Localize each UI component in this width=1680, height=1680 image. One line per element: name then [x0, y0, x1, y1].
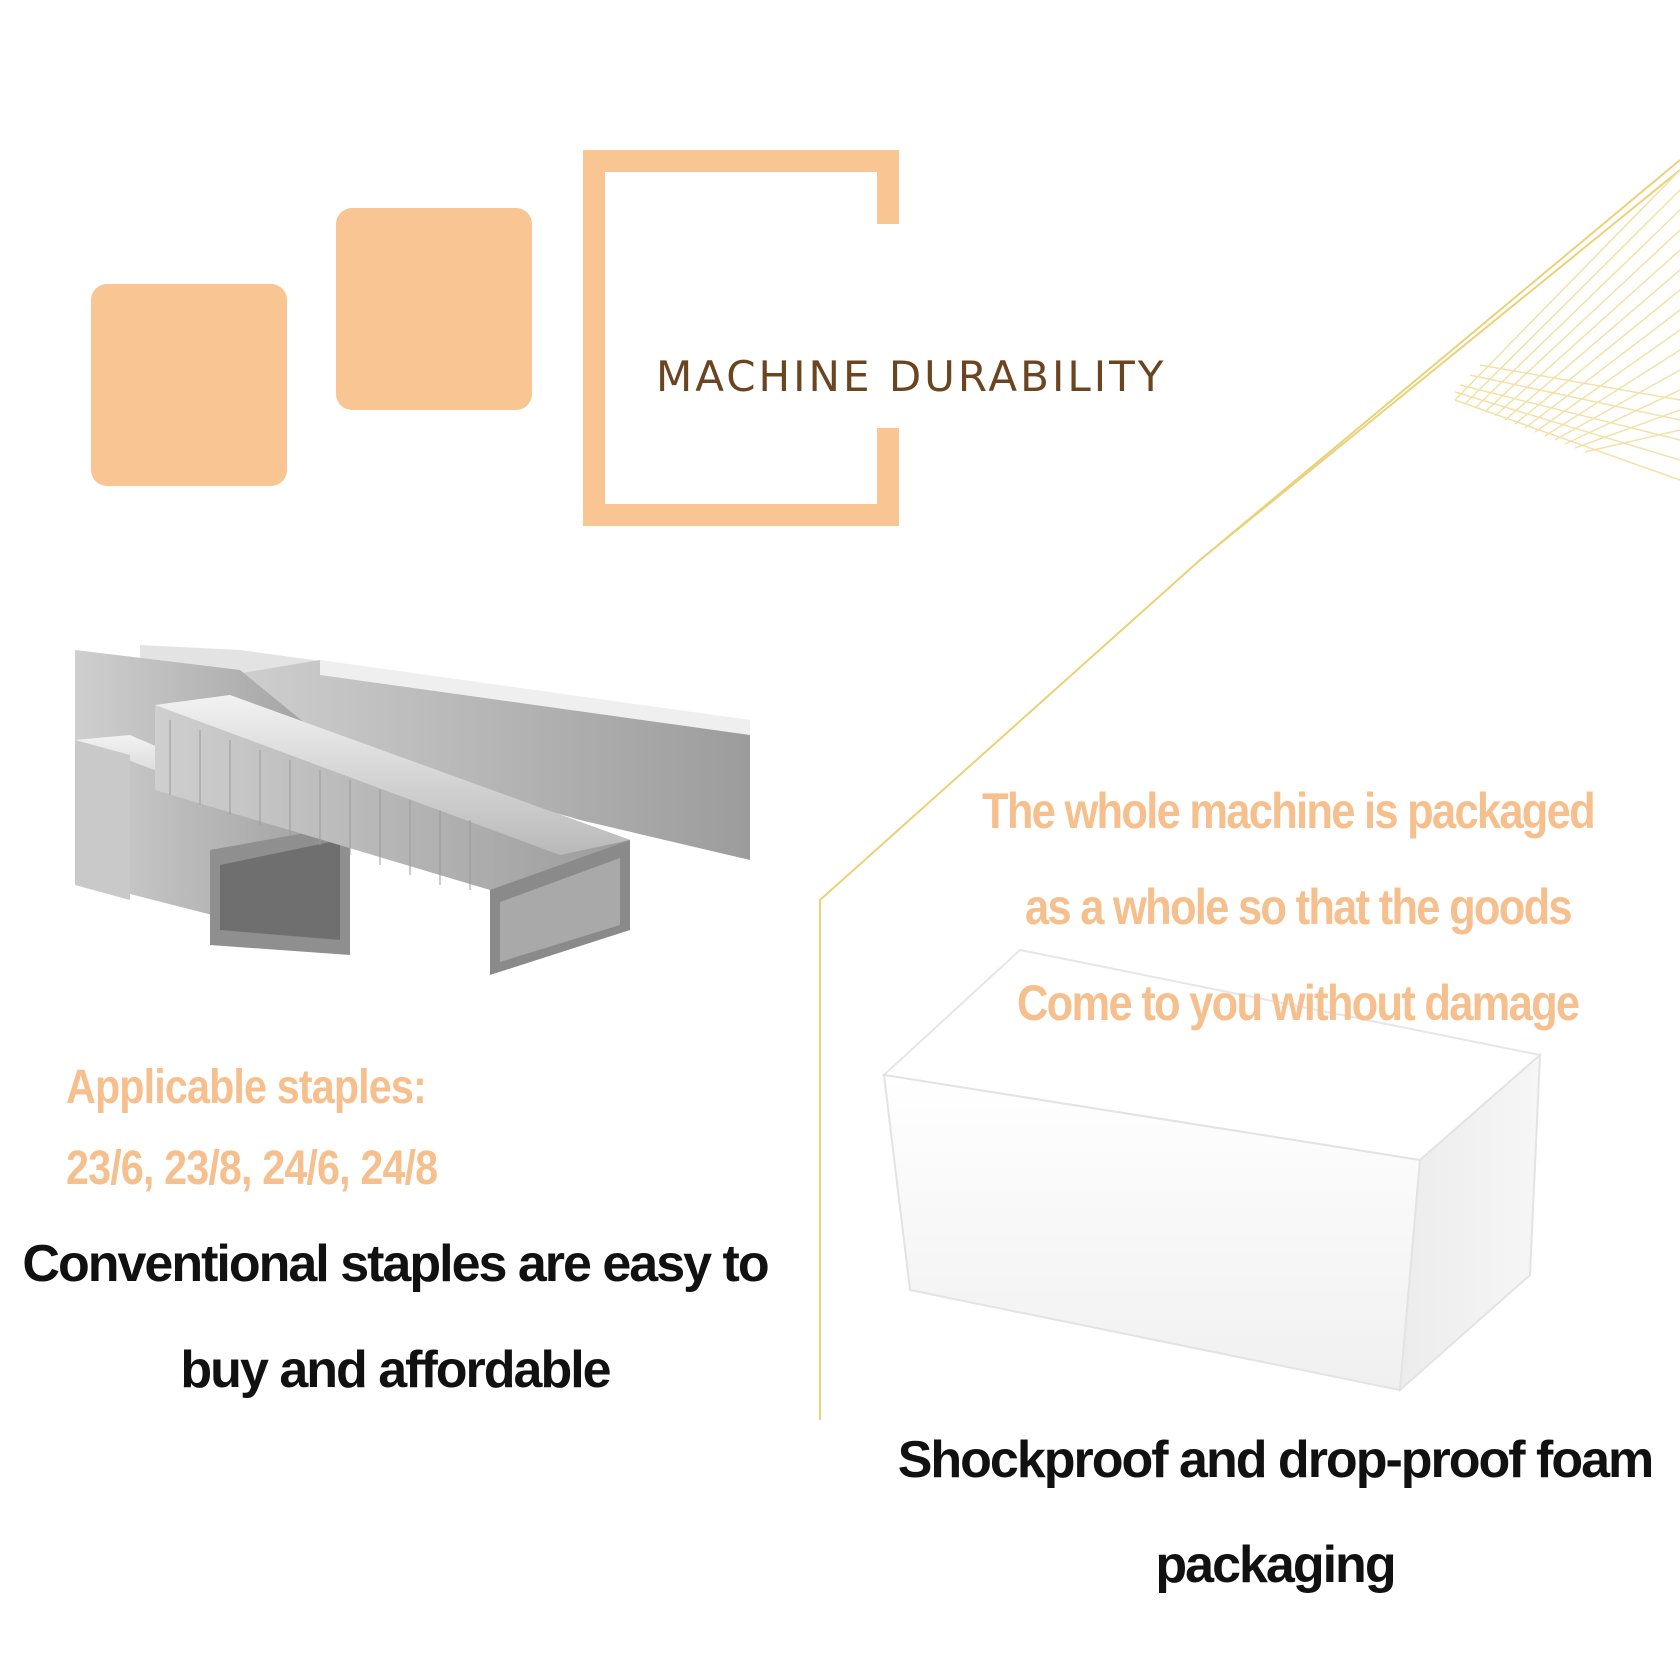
page-title: MACHINE DURABILITY — [656, 352, 1167, 401]
packaging-caption-line2: packaging — [1155, 1536, 1395, 1594]
packaging-caption-line1: Shockproof and drop-proof foam — [897, 1431, 1653, 1489]
staples-caption-line2: buy and affordable — [180, 1341, 610, 1399]
packaging-note-line2: as a whole so that the goods — [1025, 879, 1571, 935]
packaging-note-line3: Come to you without damage — [1017, 975, 1579, 1031]
applicable-staples-sizes: 23/6, 23/8, 24/6, 24/8 — [66, 1142, 438, 1195]
staples-caption-line1: Conventional staples are easy to — [22, 1235, 768, 1293]
applicable-staples-heading: Applicable staples: — [66, 1061, 426, 1114]
packaging-note-line1: The whole machine is packaged — [982, 783, 1594, 839]
staples-image — [70, 640, 760, 980]
